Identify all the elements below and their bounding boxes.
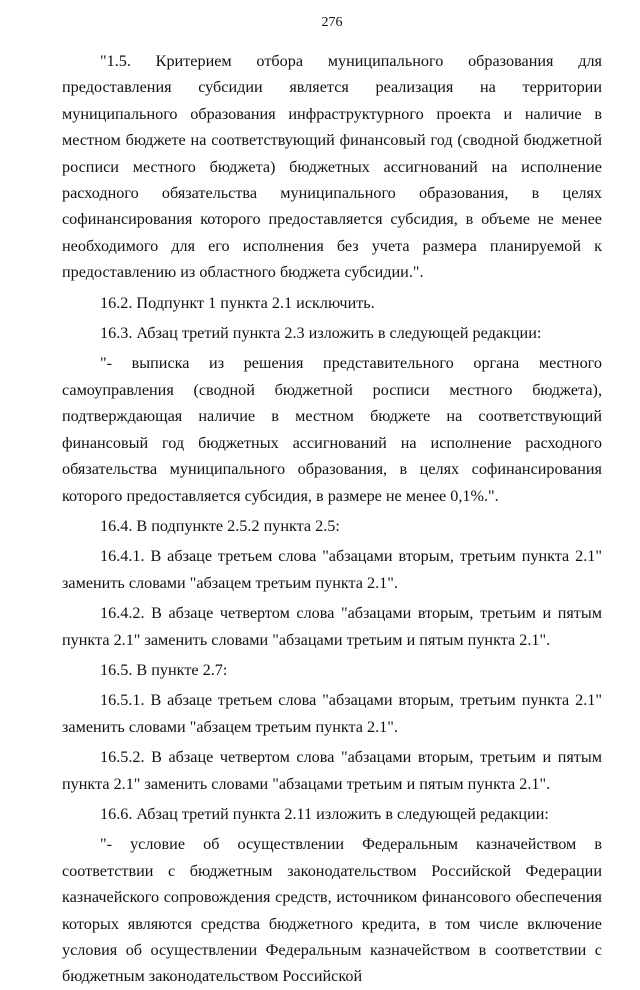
paragraph-16-3-quote: "- выписка из решения представительного органа местного самоуправления (сводной бюджетной росписи местного бюджета), подтверждающая наличие в местном бюджете на соответствующий финансовый год бюджетных ассигнований на исполнение расходного обязательства муниципального образования, в целях софинансирования которого предоставляется субсидия, в размере не менее 0,1%.".: [62, 354, 602, 505]
paragraph-16-5-1: 16.5.1. В абзаце третьем слова "абзацами вторым, третьим пункта 2.1" заменить словами "абзацем третьим пункта 2.1".: [62, 691, 602, 736]
paragraph-1-5-criterion: "1.5. Критерием отбора муниципального образования для предоставления субсидии является реализация на территории муниципального образования инфраструктурного проекта и наличие в местном бюджете на соответствующий финансовый год (сводной бюджетной росписи местного бюджета) бюджетных ассигнований на исполнение расходного обязательства муниципального образования, в целях софинансирования которого предоставляется субсидия, в объеме не менее необходимого для его исполнения без учета размера планируемой к предоставлению из областного бюджета субсидии.".: [62, 52, 602, 282]
paragraph-16-6: 16.6. Абзац третий пункта 2.11 изложить в следующей редакции:: [100, 804, 549, 823]
paragraph-16-4-2: 16.4.2. В абзаце четвертом слова "абзацами вторым, третьим и пятым пункта 2.1" заменить словами "абзацами третьим и пятым пункта 2.1".: [62, 604, 602, 649]
paragraph-16-4-1: 16.4.1. В абзаце третьем слова "абзацами вторым, третьим пункта 2.1" заменить словами "абзацем третьим пункта 2.1".: [62, 547, 602, 592]
page-number: 276: [321, 15, 343, 30]
paragraph-16-5: 16.5. В пункте 2.7:: [100, 660, 228, 679]
paragraph-16-2: 16.2. Подпункт 1 пункта 2.1 исключить.: [100, 293, 375, 312]
paragraph-16-3: 16.3. Абзац третий пункта 2.3 изложить в следующей редакции:: [100, 324, 542, 343]
paragraph-16-5-2: 16.5.2. В абзаце четвертом слова "абзацами вторым, третьим и пятым пункта 2.1" заменить словами "абзацами третьим и пятым пункта 2.1".: [62, 748, 602, 793]
paragraph-16-4: 16.4. В подпункте 2.5.2 пункта 2.5:: [100, 516, 340, 535]
paragraph-16-6-quote: "- условие об осуществлении Федеральным казначейством в соответствии с бюджетным законодательством Российской Федерации казначейского сопровождения средств, источником финансового обеспечения которых являются средства бюджетного кредита, в том числе включение условия об осуществлении Федеральным казначейством в соответствии с бюджетным законодательством Российской: [62, 835, 602, 986]
